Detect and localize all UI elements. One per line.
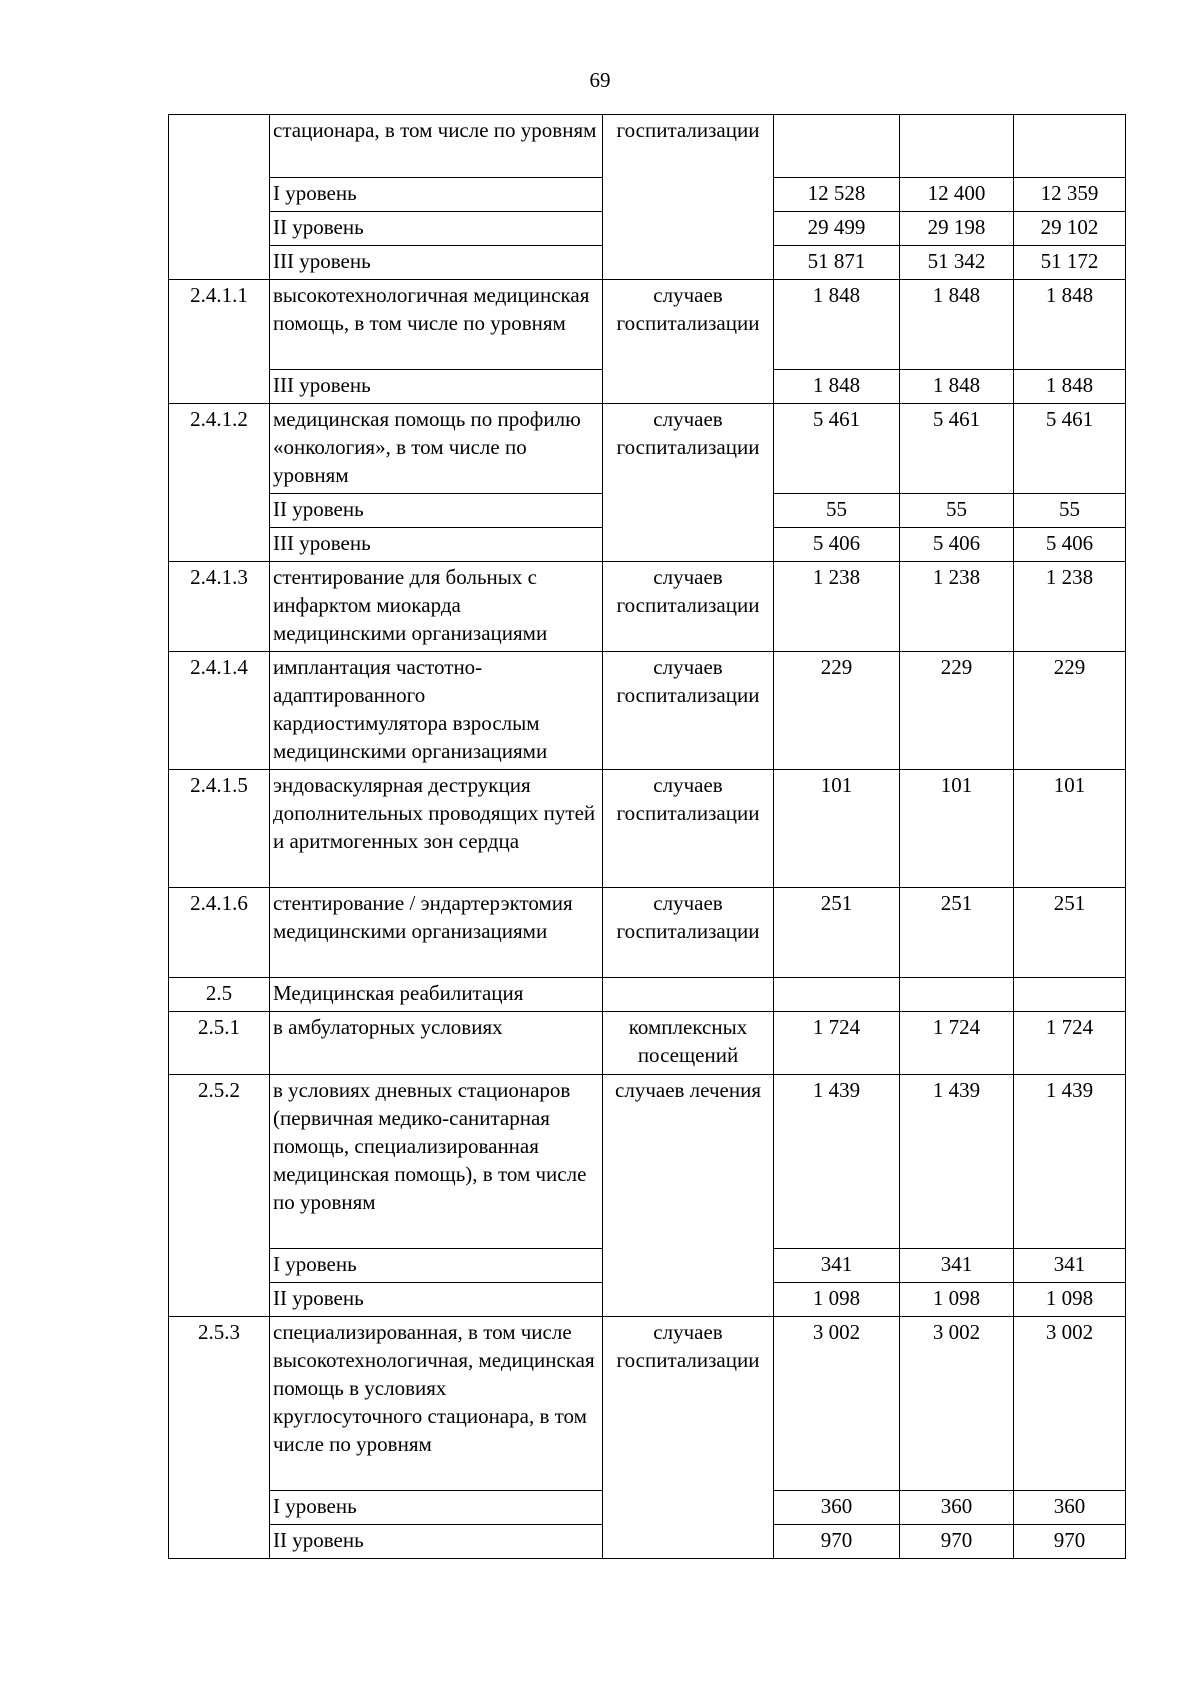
value-cell: 970: [1014, 1525, 1126, 1559]
value-cell: 251: [774, 888, 900, 978]
value-cell: [774, 115, 900, 178]
table-row: [169, 1012, 1126, 1075]
row-name-cell: имплантация частотно-адаптированного кардиостимулятора взрослым медицинскими организациями: [270, 652, 603, 770]
row-name-cell: медицинская помощь по профилю «онкология», в том числе по уровням: [270, 404, 603, 494]
row-unit-cell: комплексных посещений: [603, 1012, 774, 1075]
table-row: [169, 404, 1126, 494]
value-cell: 360: [774, 1491, 900, 1525]
value-cell: 251: [1014, 888, 1126, 978]
row-name-cell: стентирование для больных с инфарктом миокарда медицинскими организациями: [270, 562, 603, 652]
row-number-cell: [169, 115, 270, 280]
value-cell: 12 359: [1014, 178, 1126, 212]
row-unit-cell: случаев госпитализации: [603, 280, 774, 404]
value-cell: 1 238: [1014, 562, 1126, 652]
value-cell: 360: [900, 1491, 1014, 1525]
row-unit-cell: случаев госпитализации: [603, 652, 774, 770]
table-row: [169, 652, 1126, 770]
row-name-cell: Медицинская реабилитация: [270, 978, 603, 1012]
value-cell: 1 238: [774, 562, 900, 652]
value-cell: 5 461: [1014, 404, 1126, 494]
row-name-cell: III уровень: [270, 370, 603, 404]
value-cell: 5 406: [774, 528, 900, 562]
row-name-cell: в амбулаторных условиях: [270, 1012, 603, 1075]
value-cell: 101: [900, 770, 1014, 888]
row-unit-cell: случаев госпитализации: [603, 1317, 774, 1559]
row-unit-cell: случаев госпитализации: [603, 888, 774, 978]
value-cell: 229: [774, 652, 900, 770]
row-name-cell: I уровень: [270, 178, 603, 212]
value-cell: 970: [900, 1525, 1014, 1559]
value-cell: 1 724: [774, 1012, 900, 1075]
row-name-cell: специализированная, в том числе высокотехнологичная, медицинская помощь в условиях круглосуточного стационара, в том числе по уровням: [270, 1317, 603, 1491]
value-cell: [1014, 115, 1126, 178]
row-unit-cell: случаев госпитализации: [603, 562, 774, 652]
table-row: [169, 115, 1126, 178]
value-cell: 360: [1014, 1491, 1126, 1525]
value-cell: 51 172: [1014, 246, 1126, 280]
row-number-cell: 2.4.1.1: [169, 280, 270, 404]
value-cell: [900, 115, 1014, 178]
table-row: [169, 978, 1126, 1012]
value-cell: 3 002: [1014, 1317, 1126, 1491]
value-cell: 51 342: [900, 246, 1014, 280]
value-cell: 12 400: [900, 178, 1014, 212]
value-cell: 1 439: [900, 1075, 1014, 1249]
row-name-cell: III уровень: [270, 246, 603, 280]
value-cell: 1 848: [1014, 370, 1126, 404]
table-row: [169, 770, 1126, 888]
value-cell: 55: [774, 494, 900, 528]
value-cell: [774, 978, 900, 1012]
value-cell: 251: [900, 888, 1014, 978]
indicators-table: [168, 114, 1126, 1559]
value-cell: 101: [1014, 770, 1126, 888]
value-cell: 1 098: [1014, 1283, 1126, 1317]
value-cell: 51 871: [774, 246, 900, 280]
value-cell: 1 439: [1014, 1075, 1126, 1249]
value-cell: [900, 978, 1014, 1012]
value-cell: 1 439: [774, 1075, 900, 1249]
value-cell: 3 002: [774, 1317, 900, 1491]
value-cell: 1 848: [1014, 280, 1126, 370]
value-cell: 1 848: [774, 280, 900, 370]
value-cell: 29 499: [774, 212, 900, 246]
value-cell: 55: [900, 494, 1014, 528]
value-cell: 3 002: [900, 1317, 1014, 1491]
value-cell: 55: [1014, 494, 1126, 528]
row-number-cell: 2.5: [169, 978, 270, 1012]
row-name-cell: эндоваскулярная деструкция дополнительных проводящих путей и аритмогенных зон сердца: [270, 770, 603, 888]
row-number-cell: 2.4.1.4: [169, 652, 270, 770]
value-cell: 1 098: [900, 1283, 1014, 1317]
value-cell: 229: [1014, 652, 1126, 770]
value-cell: 5 461: [900, 404, 1014, 494]
row-number-cell: 2.5.3: [169, 1317, 270, 1559]
value-cell: 29 102: [1014, 212, 1126, 246]
row-unit-cell: случаев госпитализации: [603, 404, 774, 562]
row-name-cell: I уровень: [270, 1491, 603, 1525]
row-name-cell: стентирование / эндартерэктомия медицинскими организациями: [270, 888, 603, 978]
value-cell: 101: [774, 770, 900, 888]
value-cell: 5 406: [1014, 528, 1126, 562]
row-name-cell: II уровень: [270, 212, 603, 246]
value-cell: 1 848: [900, 280, 1014, 370]
value-cell: 229: [900, 652, 1014, 770]
row-number-cell: 2.5.2: [169, 1075, 270, 1317]
table-row: [169, 1075, 1126, 1249]
row-unit-cell: случаев лечения: [603, 1075, 774, 1317]
table-row: [169, 562, 1126, 652]
row-name-cell: II уровень: [270, 1283, 603, 1317]
row-name-cell: I уровень: [270, 1249, 603, 1283]
row-unit-cell: госпитализации: [603, 115, 774, 280]
row-number-cell: 2.5.1: [169, 1012, 270, 1075]
page-number: 69: [589, 68, 611, 92]
value-cell: 1 848: [774, 370, 900, 404]
row-number-cell: 2.4.1.5: [169, 770, 270, 888]
row-name-cell: стационара, в том числе по уровням: [270, 115, 603, 178]
value-cell: 970: [774, 1525, 900, 1559]
value-cell: 5 461: [774, 404, 900, 494]
value-cell: 12 528: [774, 178, 900, 212]
row-name-cell: высокотехнологичная медицинская помощь, в том числе по уровням: [270, 280, 603, 370]
row-number-cell: 2.4.1.2: [169, 404, 270, 562]
row-number-cell: 2.4.1.6: [169, 888, 270, 978]
value-cell: 341: [900, 1249, 1014, 1283]
row-unit-cell: [603, 978, 774, 1012]
value-cell: 1 098: [774, 1283, 900, 1317]
table-row: [169, 280, 1126, 370]
value-cell: 341: [1014, 1249, 1126, 1283]
value-cell: 341: [774, 1249, 900, 1283]
row-unit-cell: случаев госпитализации: [603, 770, 774, 888]
row-name-cell: II уровень: [270, 494, 603, 528]
value-cell: [1014, 978, 1126, 1012]
value-cell: 29 198: [900, 212, 1014, 246]
row-name-cell: II уровень: [270, 1525, 603, 1559]
value-cell: 5 406: [900, 528, 1014, 562]
table-row: [169, 888, 1126, 978]
value-cell: 1 238: [900, 562, 1014, 652]
row-number-cell: 2.4.1.3: [169, 562, 270, 652]
row-name-cell: в условиях дневных стационаров (первичная медико-санитарная помощь, специализированная медицинская помощь), в том числе по уровням: [270, 1075, 603, 1249]
row-name-cell: III уровень: [270, 528, 603, 562]
value-cell: 1 848: [900, 370, 1014, 404]
value-cell: 1 724: [900, 1012, 1014, 1075]
value-cell: 1 724: [1014, 1012, 1126, 1075]
table-row: [169, 1317, 1126, 1491]
